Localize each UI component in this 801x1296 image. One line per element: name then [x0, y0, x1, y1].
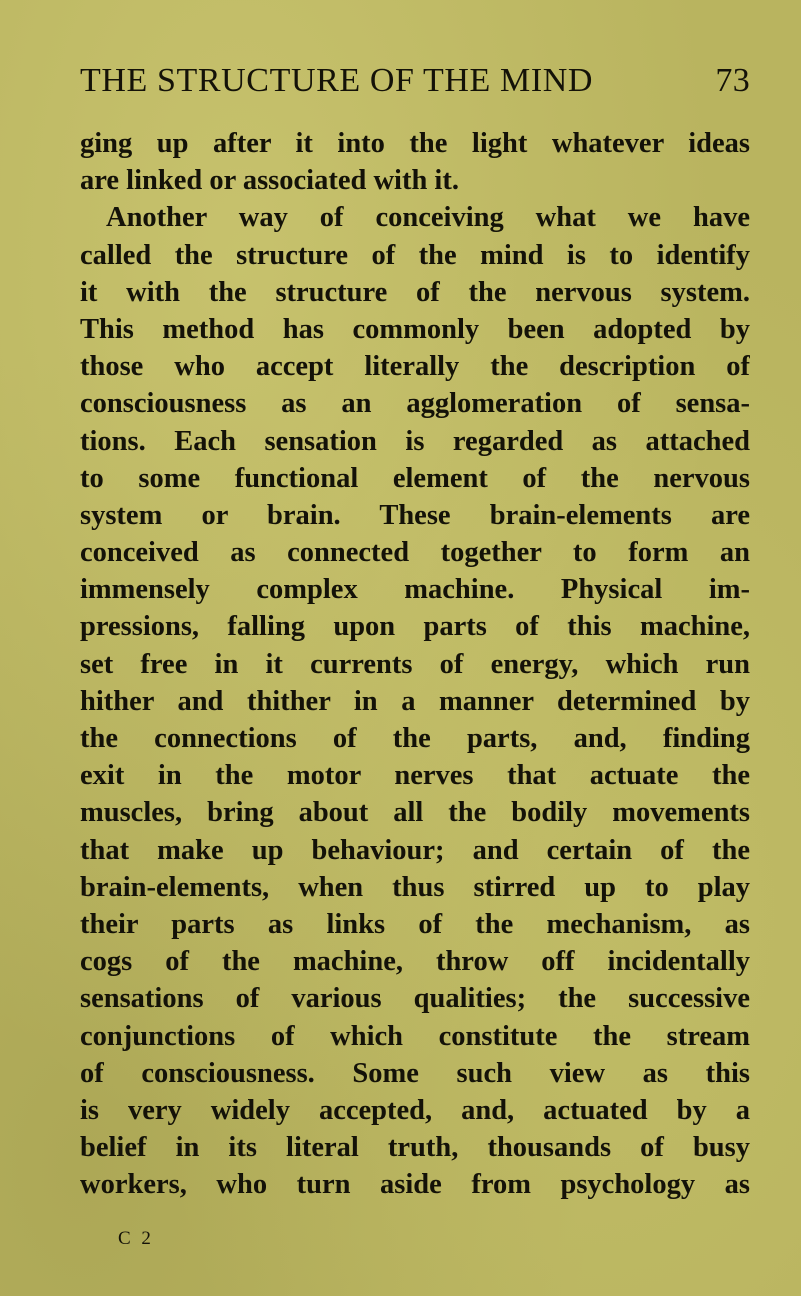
running-head-title: THE STRUCTURE OF THE MIND	[80, 62, 594, 99]
text-line: to some functional element of the nervous	[80, 462, 750, 494]
text-line: the connections of the parts, and, finding	[80, 723, 750, 754]
text-line: tions. Each sensation is regarded as attached	[80, 425, 750, 457]
text-line: muscles, bring about all the bodily movements	[80, 797, 750, 829]
text-line: is very widely accepted, and, actuated by a	[80, 1094, 750, 1126]
text-line: hither and thither in a manner determined by	[80, 685, 750, 717]
page-number: 73	[715, 62, 750, 99]
text-line: those who accept literally the description of	[80, 351, 750, 383]
text-line: ging up after it into the light whatever ideas	[80, 128, 750, 159]
text-line: This method has commonly been adopted by	[80, 313, 750, 345]
text-line: conceived as connected together to form an	[80, 537, 750, 569]
text-line: set free in it currents of energy, which run	[80, 648, 750, 680]
text-line: immensely complex machine. Physical im-	[80, 574, 750, 606]
text-line: of consciousness. Some such view as this	[80, 1057, 750, 1089]
text-line: their parts as links of the mechanism, as	[80, 908, 750, 940]
text-line: belief in its literal truth, thousands of busy	[80, 1132, 750, 1164]
text-line: pressions, falling upon parts of this machine,	[80, 611, 750, 643]
text-line: that make up behaviour; and certain of the	[80, 834, 750, 866]
text-line: conjunctions of which constitute the stream	[80, 1020, 750, 1052]
text-line: Another way of conceiving what we have	[106, 202, 750, 234]
text-line: sensations of various qualities; the successive	[80, 983, 750, 1015]
text-line: system or brain. These brain-elements are	[80, 499, 750, 531]
text-line: workers, who turn aside from psychology as	[80, 1169, 750, 1201]
text-line: consciousness as an agglomeration of sensa-	[80, 388, 750, 420]
text-line: cogs of the machine, throw off incidentally	[80, 946, 750, 978]
text-line: exit in the motor nerves that actuate the	[80, 760, 750, 792]
signature-mark: C 2	[118, 1228, 154, 1249]
running-head	[80, 62, 750, 100]
text-line: are linked or associated with it.	[80, 165, 459, 197]
text-line: called the structure of the mind is to identify	[80, 239, 750, 271]
text-line: it with the structure of the nervous system.	[80, 276, 750, 308]
body-text	[80, 125, 750, 1203]
text-line: brain-elements, when thus stirred up to play	[80, 871, 750, 903]
